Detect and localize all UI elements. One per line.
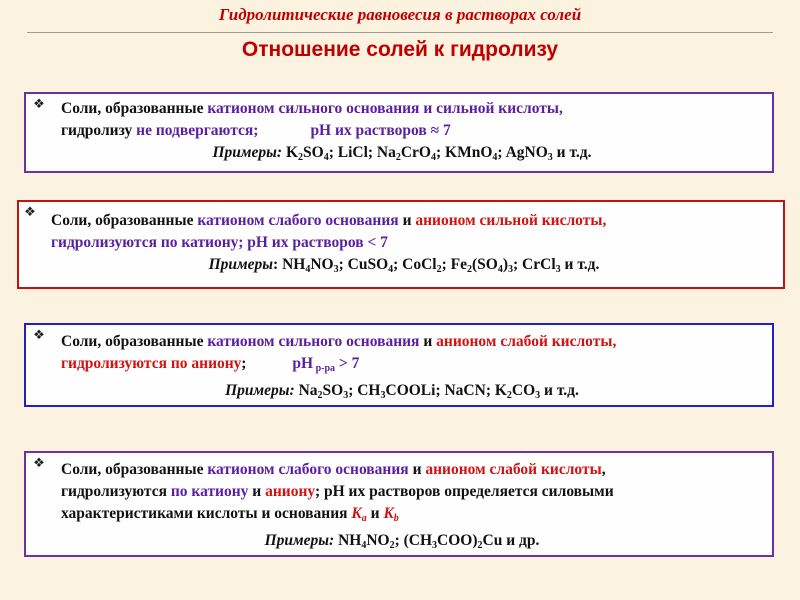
box4-examples (32, 530, 772, 557)
diamond-bullet-icon: ❖ (33, 456, 45, 471)
formula-text: ; CH (348, 382, 381, 399)
formula-subscript: 2 (506, 390, 512, 401)
box3-ph-label: pH (292, 355, 314, 372)
box3-ph-sub: р-ра (313, 363, 336, 374)
box2-anion: анионом сильной кислоты, (415, 212, 607, 229)
formula-text: CO (511, 382, 536, 399)
formula-text: SO (322, 382, 344, 399)
box2-formula-list (273, 256, 599, 273)
box4-line2 (32, 481, 772, 503)
formula-text: Na (294, 382, 318, 399)
formula-text: Cu и др. (482, 532, 540, 549)
box3-ph-value: > 7 (335, 355, 360, 372)
formula-subscript: 3 (333, 264, 339, 275)
box4-anion: анионом слабой кислоты (425, 461, 602, 478)
formula-subscript: 4 (361, 540, 367, 551)
box1-line2-start: гидролизу (61, 122, 137, 139)
box1-formula-list (282, 144, 591, 161)
diamond-bullet-icon: ❖ (33, 97, 45, 112)
box4-comma: , (601, 461, 606, 478)
box1-not-subject: не подвергаются; (136, 122, 259, 139)
formula-subscript: 3 (508, 264, 514, 275)
formula-text: COOLi; NaCN; K (385, 382, 507, 399)
diamond-bullet-icon: ❖ (33, 328, 45, 343)
box3-examples-label: Примеры: (225, 382, 295, 399)
slide-subtitle: Отношение солей к гидролизу (241, 38, 559, 61)
case-weak-base-weak-acid (24, 451, 774, 557)
box2-line2 (25, 232, 783, 254)
box4-line1 (32, 456, 772, 481)
box4-line3-text: характеристиками кислоты и основания (61, 505, 352, 522)
case-strong-base-strong-acid (24, 92, 774, 173)
box1-line2 (32, 120, 772, 142)
formula-text: NH (334, 532, 362, 549)
formula-subscript: 2 (298, 152, 303, 163)
formula-text: и т.д. (552, 144, 592, 161)
formula-subscript: 4 (323, 152, 329, 163)
formula-subscript: 2 (317, 390, 323, 401)
box4-cation: катионом слабого основания (207, 461, 409, 478)
formula-subscript: 3 (555, 264, 561, 275)
formula-text: COO) (437, 532, 478, 549)
box2-examples-label: Примеры (208, 256, 274, 273)
box3-line1 (32, 328, 772, 353)
box4-by-cation: по катиону (170, 483, 249, 500)
box3-intro: Соли, образованные (61, 333, 208, 350)
box4-formula-list (334, 532, 539, 549)
formula-text: ; KMnO (436, 144, 493, 161)
formula-text: NO (310, 256, 334, 273)
box3-line2 (32, 353, 772, 380)
box4-and: и (408, 461, 426, 478)
formula-subscript: 2 (395, 152, 401, 163)
box4-line3 (32, 503, 772, 530)
box1-cation: катионом сильного основания и сильной кислоты, (207, 100, 563, 117)
formula-subscript: 2 (477, 540, 483, 551)
formula-subscript: 2 (467, 264, 472, 275)
diamond-bullet-icon: ❖ (24, 205, 36, 220)
formula-subscript: 3 (380, 390, 386, 401)
box1-line1 (32, 98, 772, 120)
box4-kb-sub: b (393, 513, 399, 524)
formula-subscript: 3 (535, 390, 541, 401)
formula-subscript: 4 (305, 264, 311, 275)
formula-text: SO (303, 144, 324, 161)
formula-subscript: 4 (492, 152, 498, 163)
formula-text: K (282, 144, 298, 161)
box1-intro: Соли, образованные (61, 100, 208, 117)
box2-and: и (398, 212, 416, 229)
box3-formula-list (295, 382, 579, 399)
box1-examples-label: Примеры: (212, 144, 283, 161)
formula-subscript: 4 (388, 264, 394, 275)
formula-subscript: 3 (547, 152, 553, 163)
box3-anion: анионом слабой кислоты, (436, 333, 617, 350)
slide-header: Гидролитические равновесия в растворах солей (218, 5, 582, 24)
box4-intro: Соли, образованные (61, 461, 208, 478)
box3-hydrolyze: гидролизуются по аниону (61, 355, 242, 372)
header-divider (27, 32, 773, 33)
formula-text: ) (502, 256, 509, 273)
box4-line2-start: гидролизуются (61, 483, 171, 500)
box4-ka-sub: a (361, 513, 367, 524)
box3-semicolon: ; (241, 355, 247, 372)
box2-ph: ; pH их растворов < 7 (238, 234, 388, 251)
formula-text: и т.д. (540, 382, 579, 399)
formula-text: ; CrCl (513, 256, 556, 273)
box2-examples (25, 254, 783, 281)
case-strong-base-weak-acid (24, 323, 774, 407)
formula-text: ; AgNO (497, 144, 548, 161)
box4-by-anion: аниону (265, 483, 315, 500)
formula-subscript: 2 (389, 540, 395, 551)
formula-text: (SO (472, 256, 498, 273)
formula-subscript: 4 (431, 152, 436, 163)
box1-ph: pH их растворов ≈ 7 (310, 122, 451, 139)
formula-subscript: 3 (343, 390, 349, 401)
box4-and2: и (248, 483, 266, 500)
box4-ka: K (351, 505, 362, 522)
box4-and3: и (366, 505, 384, 522)
formula-text: ; CoCl (393, 256, 437, 273)
box4-line2-end: ; pH их растворов определяется силовыми (314, 483, 614, 500)
formula-text: NO (366, 532, 390, 549)
box3-cation: катионом сильного основания (207, 333, 420, 350)
box3-examples (32, 380, 772, 407)
formula-subscript: 3 (432, 540, 438, 551)
case-weak-base-strong-acid (17, 200, 785, 289)
box2-line1 (25, 210, 783, 232)
box4-examples-label: Примеры: (264, 532, 335, 549)
formula-subscript: 4 (497, 264, 503, 275)
box3-and: и (419, 333, 437, 350)
box1-examples (32, 142, 772, 169)
formula-text: ; LiCl; Na (328, 144, 396, 161)
formula-text: ; (CH (394, 532, 433, 549)
formula-text: : NH (273, 256, 306, 273)
box2-cation: катионом слабого основания (197, 212, 399, 229)
formula-text: и т.д. (560, 256, 600, 273)
formula-text: ; Fe (441, 256, 467, 273)
box2-hydrolyze: гидролизуются по катиону (51, 234, 239, 251)
formula-text: ; CuSO (338, 256, 389, 273)
formula-text: CrO (400, 144, 431, 161)
box2-intro: Соли, образованные (51, 212, 198, 229)
box4-kb: K (383, 505, 394, 522)
formula-subscript: 2 (436, 264, 442, 275)
